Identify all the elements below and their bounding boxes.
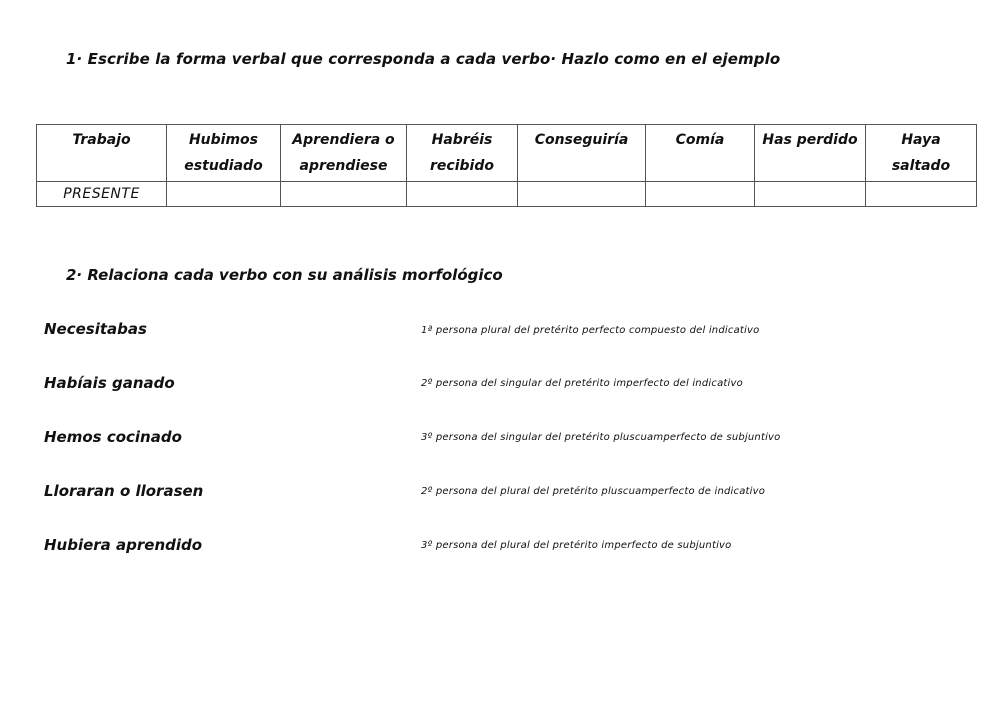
- answer-cell[interactable]: [755, 182, 866, 207]
- verb-item[interactable]: Habíais ganado: [44, 374, 175, 392]
- exercise-1-title: 1· Escribe la forma verbal que corresponda a cada verbo· Hazlo como en el ejemplo: [66, 50, 781, 68]
- header-cell: Hubimos estudiado: [167, 125, 281, 182]
- answer-cell[interactable]: [407, 182, 518, 207]
- analysis-item[interactable]: 3º persona del plural del pretérito imperfecto de subjuntivo: [421, 540, 732, 551]
- header-cell: Habréis recibido: [407, 125, 518, 182]
- verb-item[interactable]: Necesitabas: [44, 320, 147, 338]
- analysis-item[interactable]: 3º persona del singular del pretérito pluscuamperfecto de subjuntivo: [421, 432, 781, 443]
- verb-item[interactable]: Lloraran o llorasen: [44, 482, 204, 500]
- header-cell: Comía: [646, 125, 755, 182]
- verb-form-table: [36, 124, 977, 207]
- header-cell: Conseguiría: [518, 125, 646, 182]
- verb-item[interactable]: Hemos cocinado: [44, 428, 182, 446]
- header-cell: Trabajo: [37, 125, 167, 182]
- answer-cell[interactable]: [167, 182, 281, 207]
- analysis-item[interactable]: 1ª persona plural del pretérito perfecto compuesto del indicativo: [421, 325, 760, 336]
- answer-cell[interactable]: [281, 182, 407, 207]
- header-cell: Haya saltado: [866, 125, 977, 182]
- header-cell: Has perdido: [755, 125, 866, 182]
- answer-cell[interactable]: [646, 182, 755, 207]
- answer-cell-example: PRESENTE: [37, 182, 167, 207]
- exercise-2-title: 2· Relaciona cada verbo con su análisis morfológico: [66, 266, 503, 284]
- verb-item[interactable]: Hubiera aprendido: [44, 536, 203, 554]
- analysis-item[interactable]: 2º persona del singular del pretérito imperfecto del indicativo: [421, 378, 743, 389]
- table-header-row: [37, 125, 977, 182]
- answer-cell[interactable]: [518, 182, 646, 207]
- analysis-item[interactable]: 2º persona del plural del pretérito pluscuamperfecto de indicativo: [421, 486, 766, 497]
- answer-row: [37, 182, 977, 207]
- header-cell: Aprendiera o aprendiese: [281, 125, 407, 182]
- answer-cell[interactable]: [866, 182, 977, 207]
